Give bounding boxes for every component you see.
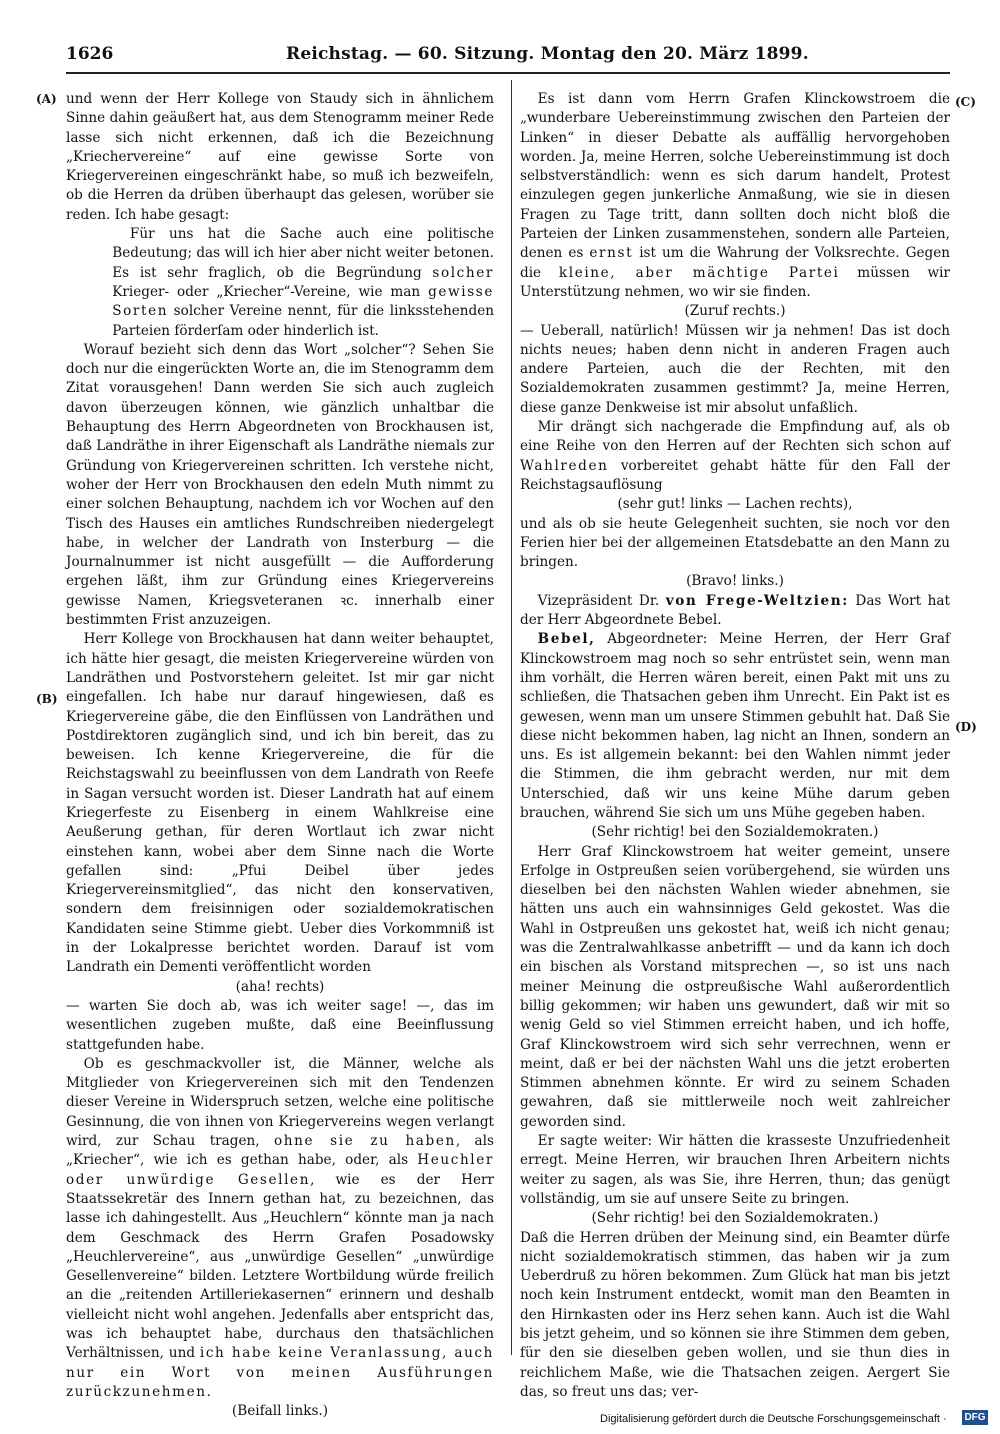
quoted-passage: Für uns hat die Sache auch eine politische Bedeutung; das will ich hier aber nicht weiter betonen. Es ist sehr fraglich, ob die Begründung solcher Krieger- oder „Kriecher“-Vereine, wie man gewisse Sorten solcher Vereine nennt, für die linksstehenden Parteien förderſam oder hinderlich ist. xyxy=(112,226,495,339)
paragraph: Es ist dann vom Herrn Grafen Klinckowstroem die „wunderbare Uebereinstimmung zwischen den Parteien der Linken“ in dieser Debatte als auffällig hervorgehoben worden. Ja, meine Herren, solche Uebereinstimmung ist doch selbstverständlich: wenn es sich darum handelt, Protest einzulegen gegen junkerliche Anmaßung, wie sie in diesen Fragen zu Tage tritt, dann sollten doch nicht bloß die Parteien der Linken zusammenstehen, sondern alle Parteien, denen es ernst ist um die Wahrung der Volksrechte. Gegen die kleine, aber mächtige Partei müssen wir Unterstützung nehmen, wo wir sie finden. xyxy=(520,91,950,300)
dfg-logo: DFG xyxy=(962,1410,988,1425)
interjection: (Zuruf rechts.) xyxy=(684,303,786,320)
paragraph: Herr Graf Klinckowstroem hat weiter gemeint, unsere Erfolge in Ostpreußen seien vorübergehend, sie würden uns dieselben bei den nächsten Wahlen wieder abnehmen, sie hätten uns auch ein wahnsinniges Geld gekostet. Was die Wahl in Ostpreußen uns gekostet hat, weiß ich nicht genau; was die Zentralwahlkasse anbetrifft — und da kann ich doch ein bischen als Vorstand mitsprechen —, so ist uns nach meiner Meinung die ostpreußische Wahl außerordentlich billig gekommen; wir haben uns gewundert, daß wir mit so wenig Geld so viel Stimmen erreicht haben, und ich hoffe, Graf Klinckowstroem wird sich sehr verrechnen, wenn er meint, daß er bei der nächsten Wahl uns die jetzt eroberten Stimmen abnehmen könnte. Er wird zu seinem Schaden gewahren, daß sie mittlerweile noch weit zahlreicher geworden sind. xyxy=(520,843,950,1130)
margin-marker-b: (B) xyxy=(36,692,58,706)
paragraph: und als ob sie heute Gelegenheit suchten, sie noch vor den Ferien hier bei der allgemeinen Etatsdebatte an den Mann zu bringen. xyxy=(520,515,950,571)
speaker-paragraph: Bebel, Abgeordneter: Meine Herren, der Herr Graf Klinckowstroem mag noch so sehr entrüstet sein, wenn man ihm vorhält, die Herren wären bereit, einen Pakt mit uns zu schließen, die Thatsachen geben ihm Unrecht. Ein Pakt ist es gewesen, wenn man um unsere Stimmen gebuhlt hat. Daß Sie diese nicht bekommen haben, lag nicht an Ihnen, sondern an uns. Es ist allgemein bekannt: bei den Wahlen nimmt jeder die Stimmen, die ihm gebracht werden, nur mit dem Unterschied, daß wir uns keine Mühe darum geben brauchen, während Sie sich um uns Mühe gegeben haben. xyxy=(520,631,950,821)
left-column xyxy=(66,90,494,1421)
speaker-name: von Frege-Weltzien: xyxy=(665,592,849,609)
paragraph: Daß die Herren drüben der Meinung sind, ein Beamter dürfe nicht sozialdemokratisch stimmen, das haben wir ja zum Ueberdruß zu hören bekommen. Zum Glück hat man bis jetzt noch kein Instrument entdeckt, womit man den Beamten in den Hirnkasten oder ins Herz sehen kann. Auch ist die Wahl bis jetzt geheim, und so können sie ihre Stimmen dem geben, für den sie dieselben geben wollen, und sie thun dies in reichlichem Maße, wie die Thatsachen zeigen. Aergert Sie das, so freut uns das; ver- xyxy=(520,1229,950,1400)
column-divider xyxy=(511,80,512,1355)
interjection: (sehr gut! links — Lachen rechts), xyxy=(617,496,853,513)
margin-marker-a: (A) xyxy=(36,92,57,106)
margin-marker-d: (D) xyxy=(955,720,977,734)
interjection: (Bravo! links.) xyxy=(686,573,784,590)
paragraph: Ob es geschmackvoller ist, die Männer, welche als Mitglieder von Kriegervereinen sich mit den Tendenzen dieser Vereine in Widerspruch setzen, welche eine politische Gesinnung, die von ihnen von Kriegervereins wegen verlangt wird, zur Schau tragen, ohne sie zu haben, als „Kriecher“, wie ich es gethan habe, oder, als Heuchler oder unwürdige Gesellen, wie es der Herr Staatssekretär des Innern gethan hat, zu bezeichnen, das lasse ich dahingestellt. Aus „Heuchlern“ könnte man ja nach dem Geschmack des Herrn Grafen Posadowsky „Heuchlervereine“, aus „unwürdige Gesellen“ „unwürdige Gesellenvereine“ bilden. Letztere Wortbildung würde freilich an die „reitenden Artilleriekasernen“ erinnern und deshalb vielleicht nicht wohl angehen. Jedenfalls aber entspricht das, was ich behauptet habe, durchaus den thatsächlichen Verhältnissen, und ich habe keine Veranlassung, auch nur ein Wort von meinen Ausführungen zurückzunehmen. xyxy=(66,1055,494,1400)
paragraph: Herr Kollege von Brockhausen hat dann weiter behauptet, ich hätte hier gesagt, die meisten Kriegervereine würden von Landräthen und Postvorstehern geleitet. Ist mir gar nicht eingefallen. Ich habe nur darauf hingewiesen, daß es Kriegervereine gäbe, die den Einflüssen von Landräthen und Postdirektoren zugänglich sind, und ich bin bereit, das zu beweisen. Ich kenne Kriegervereine, die für die Reichstagswahl zu beeinflussen von dem Landrath von Reefe in Sagan versucht worden ist. Dieser Landrath hat auf einem Kriegerfeste zu Eisenberg in einem Wahlkreise eine Aeußerung gethan, für deren Wortlaut ich zwar nicht einstehen kann, wobei aber dem Sinne nach die Worte gefallen sind: „Pfui Deibel über jedes Kriegervereinsmitglied“, das nicht den konservativen, sondern dem freisinnigen oder sozialdemokratischen Kandidaten seine Stimme giebt. Ueber dies Vorkommniß ist in der Lokalpresse berichtet worden. Darauf ist vom Landrath ein Dementi veröffentlicht worden xyxy=(66,631,494,976)
paragraph: und wenn der Herr Kollege von Staudy sich in ähnlichem Sinne dahin geäußert hat, aus dem Stenogramm meiner Rede lasse sich nicht erkennen, daß ich die Bezeichnung „Kriechervereine“ auf eine gewisse Sorte von Kriegervereinen eingeschränkt habe, so muß ich bezweifeln, ob die Herren da drüben überhaupt das gelesen, worüber sie reden. Ich habe gesagt: xyxy=(66,91,494,223)
speaker-name: Bebel, xyxy=(537,631,596,648)
interjection: (Beifall links.) xyxy=(231,1403,329,1420)
speaker-paragraph: Vizepräsident Dr. von Frege-Weltzien: Das Wort hat der Herr Abgeordnete Bebel. xyxy=(520,592,950,629)
header-rule xyxy=(66,72,950,74)
interjection: (Sehr richtig! bei den Sozialdemokraten.) xyxy=(591,824,879,841)
paragraph: — warten Sie doch ab, was ich weiter sage! —, das im wesentlichen zugeben mußte, daß eine Beeinflussung stattgefunden habe. xyxy=(66,997,494,1053)
page-header xyxy=(66,44,950,66)
paragraph: Mir drängt sich nachgerade die Empfindung auf, als ob eine Reihe von den Herren auf der Rechten sich schon auf Wahlreden vorbereitet gehabt hätte für den Fall der Reichstagsauflösung xyxy=(520,419,950,493)
paragraph: — Ueberall, natürlich! Müssen wir ja nehmen! Das ist doch nichts neues; haben denn nicht in anderen Fragen auch andere Parteien, auch die der Rechten, mit den Sozialdemokraten zusammen gestimmt? Ja, meine Herren, diese ganze Denkweise ist mir absolut unfaßlich. xyxy=(520,322,950,416)
paragraph: Er sagte weiter: Wir hätten die krasseste Unzufriedenheit erregt. Meine Herren, wir brauchen Ihren Arbeitern nichts weiter zu sagen, als was Sie, ihre Herren, thun; das genügt vollständig, um sie auf unsere Seite zu bringen. xyxy=(520,1133,950,1207)
digitization-credit: Digitalisierung gefördert durch die Deutsche Forschungsgemeinschaft · xyxy=(600,1413,947,1425)
interjection: (Sehr richtig! bei den Sozialdemokraten.) xyxy=(591,1210,879,1227)
margin-marker-c: (C) xyxy=(955,95,976,109)
page-number: 1626 xyxy=(66,44,114,64)
interjection: (aha! rechts) xyxy=(235,978,325,995)
right-column xyxy=(520,90,950,1402)
paragraph: Worauf bezieht sich denn das Wort „solcher“? Sehen Sie doch nur die eingerückten Worte an, die im Stenogramm dem Zitat vorausgehen! Dann werden Sie sich auch zugleich davon überzeugen können, wie gänzlich unhaltbar die Behauptung des Herrn Abgeordneten von Brockhausen ist, daß Landräthe in ihrer Eigenschaft als Landräthe niemals zur Gründung von Kriegervereinen schritten. Ich verstehe nicht, woher der Herr von Brockhausen den edeln Muth nimmt zu einer solchen Behauptung, nachdem ich vor Wochen auf den Tisch des Hauses ein amtliches Rundschreiben niedergelegt habe, in welcher der Landrath von Insterburg — die Journalnummer ist nicht ausgefüllt — die Aufforderung ergehen läßt, ihm zur Gründung eines Kriegervereins gewisse Namen, Kriegsveteranen ꝛc. innerhalb einer bestimmten Frist anzuzeigen. xyxy=(66,341,494,629)
running-title: Reichstag. — 60. Sitzung. Montag den 20. März 1899. xyxy=(286,44,809,64)
